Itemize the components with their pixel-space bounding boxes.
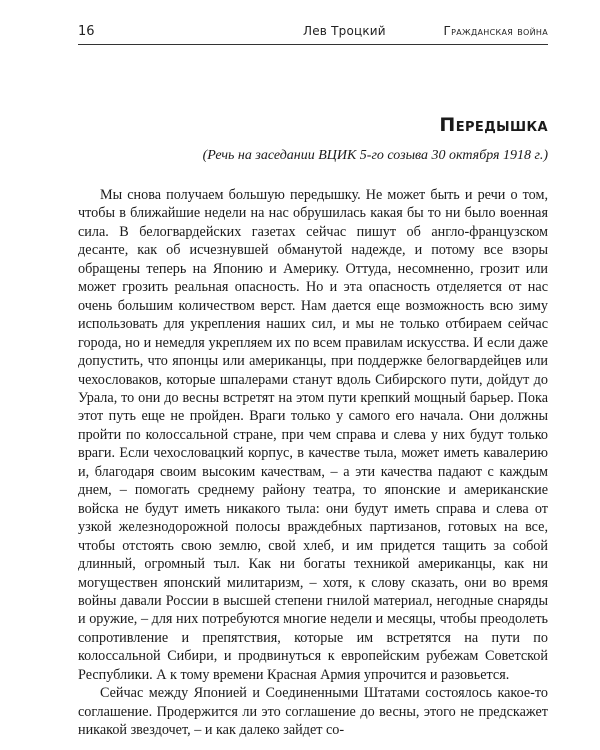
running-header-book-title: Гражданская война bbox=[443, 24, 548, 38]
chapter-title: Передышка bbox=[439, 114, 548, 136]
header-rule bbox=[78, 44, 548, 45]
chapter-subtitle: (Речь на заседании ВЦИК 5-го созыва 30 октября 1918 г.) bbox=[202, 148, 548, 163]
paragraph: Сейчас между Японией и Соединенными Штатами состоялось какое-то соглашение. Продержится ли это соглашение до весны, этого не предскажет никакой звездочет, – и как далеко зайдет со- bbox=[78, 685, 548, 739]
running-header-author: Лев Троцкий bbox=[303, 24, 386, 38]
page-number: 16 bbox=[78, 24, 95, 39]
paragraph: Мы снова получаем большую передышку. Не может быть и речи о том, чтобы в ближайшие недели на нас обрушилась какая бы то ни было военная сила. В белогвардейских газетах сейчас пишут об англо-французском десанте, как об исчезнувшей обманутой надежде, и потому все взоры обращены теперь на Японию и Америку. Оттуда, несомненно, грозит или может грозить реальная опасность. Но и эта опасность отделяется от нас очень большим количеством верст. Нам дается еще возможность всю зиму использовать для укрепления наших сил, и мы не только отбираем сейчас города, но и немедля укрепляем их по всем правилам искусства. И если даже допустить, что японцы или американцы, при поддержке белогвардейцев или чехословаков, которые шпалерами станут вдоль Сибирского пути, дойдут до Урала, то они до весны встретят на этом пути крепкий мощный барьер. Пока этот путь еще не пройден. Враги только у самого его начала. Они должны пройти по колоссальной стране, при чем справа и слева у них будут только враги. Если чехословацкий корпус, в качестве тыла, может иметь кавалерию и, благодаря своим высоким качествам, – а эти качества падают с каждым днем, – помогать среднему району театра, то японские и американские войска не будут иметь никакого тыла: они будут иметь справа и слева от узкой железнодорожной полосы враждебных партизанов, готовых на все, чтобы отстоять свою землю, свой хлеб, и им придется тащить за собой длинный, огромный тыл. Как ни богаты техникой американцы, как ни могуществен японский милитаризм, – хотя, к слову сказать, они во время войны давали России в высшей степени гнилой материал, негодные снаряды и оружие, – для них потребуются многие недели и месяцы, чтобы преодолеть сопротивление и препятствия, которые им встретятся на пути по колоссальной Сибири, и продвинуться к европейским рубежам Советской Республики. А к тому времени Красная Армия упрочится и разовьется. bbox=[78, 187, 548, 683]
body-text bbox=[78, 186, 548, 740]
running-header bbox=[78, 22, 548, 44]
